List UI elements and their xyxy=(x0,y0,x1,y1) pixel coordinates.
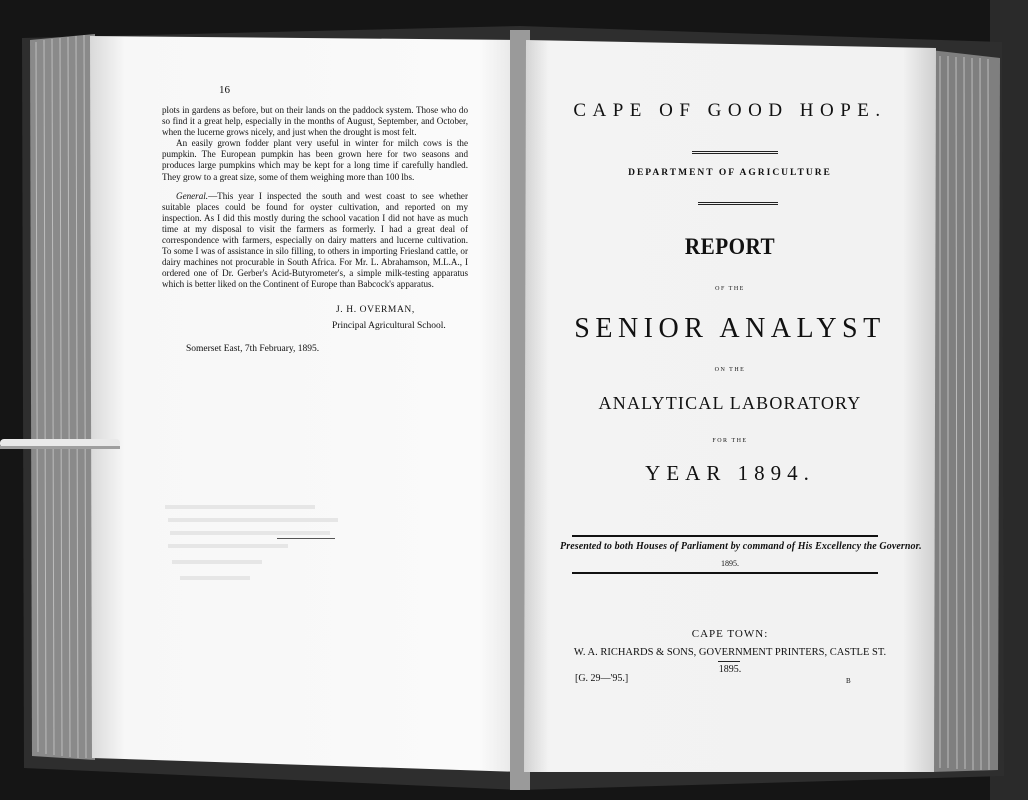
senior-analyst-title: SENIOR ANALYST xyxy=(574,313,886,344)
paragraph-paddock: plots in gardens as before, but on their lands on the paddock system. Those who do so find it a great help, especially in the months of August, September, and October, when the lucerne grows nicely, and just when the drought is most felt. xyxy=(162,105,468,138)
document-reference: [G. 29—'95.] xyxy=(575,673,629,684)
presented-rule-top xyxy=(572,535,878,537)
presented-year: 1895. xyxy=(721,559,739,568)
divider-1 xyxy=(692,151,778,154)
imprint-year: 1895. xyxy=(718,664,742,675)
signature-name: J. H. OVERMAN, xyxy=(336,305,415,315)
department-heading: DEPARTMENT OF AGRICULTURE xyxy=(628,168,832,178)
presented-rule-bottom xyxy=(572,572,878,574)
date-line: Somerset East, 7th February, 1895. xyxy=(186,344,320,354)
laboratory-title: ANALYTICAL LABORATORY xyxy=(598,393,862,413)
colony-heading: CAPE OF GOOD HOPE. xyxy=(573,100,887,121)
report-title: REPORT xyxy=(684,234,776,259)
imprint-rule xyxy=(718,661,740,662)
imprint-place: CAPE TOWN: xyxy=(691,628,769,640)
paragraph-pumpkin: An easily grown fodder plant very useful in winter for milch cows is the pumpkin. The European pumpkin has been grown here for two seasons and produces large pumpkins which may be kept for a long time if carefully handled. They grow to a great size, some of them weighing more than 100 lbs. xyxy=(162,138,468,182)
for-the-label: FOR THE xyxy=(712,438,748,444)
page-number: 16 xyxy=(219,84,230,96)
general-text: —This year I inspected the south and west coast to see whether suitable places could be found for oyster cultivation, and reported on my inspection. As I did this mostly during the school vacation I did not have as much time at my disposal to visit the farmers as formerly. I had a great deal of correspondence with farmers, especially on dairy matters and lucerne cultivation. To some I was of assistance in silo filling, to others in importing Friesland cattle, or dairy machines not procurable in South Africa. For Mr. L. Abrahamson, M.L.A., I ordered one of Dr. Gerber's Acid-Butyrometer's, a simple milk-testing apparatus which is better liked on the Continent of Europe than Babcock's apparatus. xyxy=(162,190,468,290)
general-lead: General. xyxy=(176,190,209,201)
divider-2 xyxy=(698,202,778,205)
paragraph-general xyxy=(162,191,468,291)
end-rule xyxy=(277,538,335,539)
year-title: YEAR 1894. xyxy=(645,461,815,485)
imprint-printers: W. A. RICHARDS & SONS, GOVERNMENT PRINTERS, CASTLE ST. xyxy=(573,647,887,658)
left-page-body xyxy=(162,105,468,291)
presented-line: Presented to both Houses of Parliament by command of His Excellency the Governor. xyxy=(560,541,922,552)
signature-mark: B xyxy=(846,677,851,685)
signature-title: Principal Agricultural School. xyxy=(332,321,446,331)
on-the-label: ON THE xyxy=(714,367,746,373)
of-the-label: OF THE xyxy=(715,286,745,292)
